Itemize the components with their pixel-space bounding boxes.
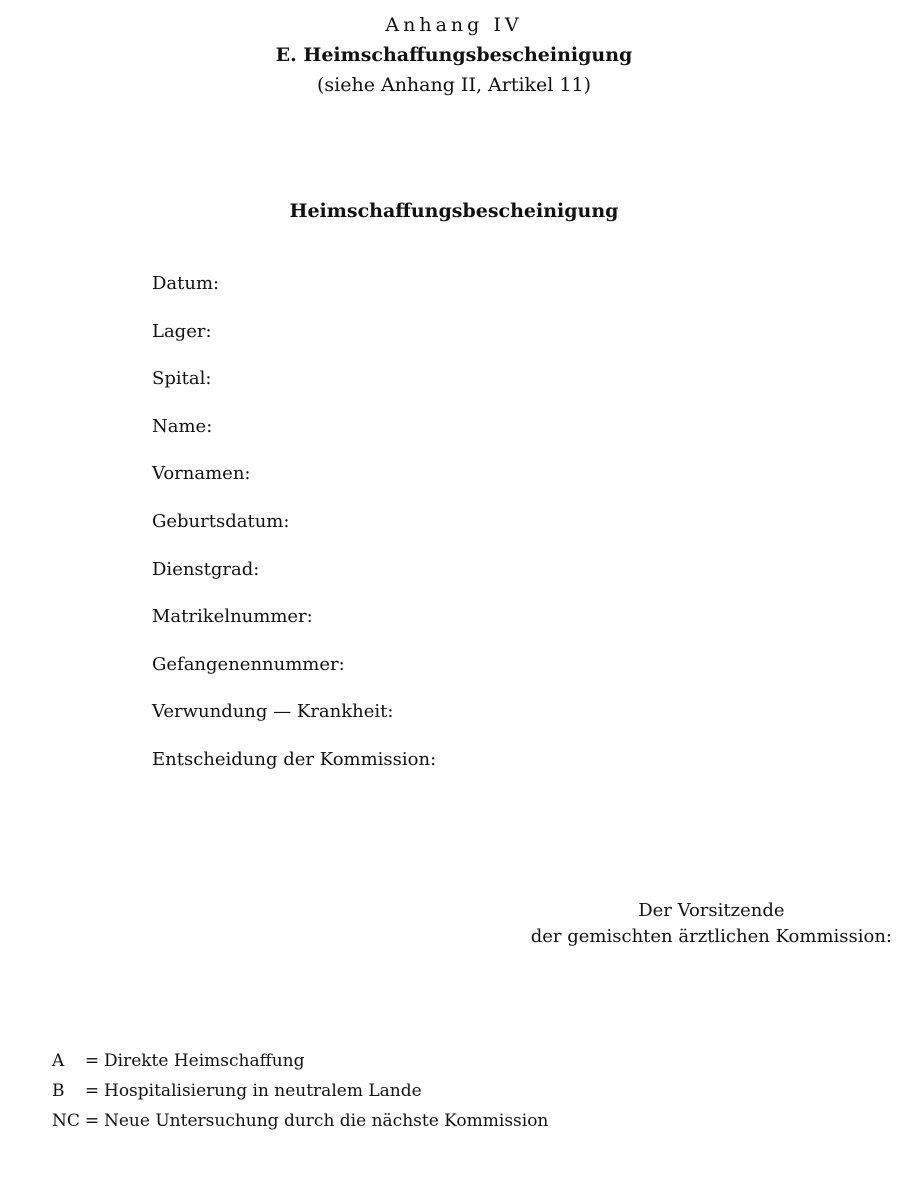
signature-block (531, 898, 892, 950)
legend-equals: = (84, 1081, 100, 1101)
legend-text: Direkte Heimschaffung (104, 1051, 305, 1071)
legend-item (52, 1078, 548, 1108)
field-label-prisoner-number: Gefangenennummer: (152, 653, 345, 675)
decision-legend (52, 1048, 548, 1138)
field-label-first-names: Vornamen: (152, 463, 251, 485)
field-label-camp: Lager: (152, 320, 212, 342)
field-label-date-of-birth: Geburtsdatum: (152, 510, 290, 532)
legend-text: Hospitalisierung in neutralem Lande (104, 1081, 422, 1101)
section-heading: E. Heimschaffungsbescheinigung (275, 44, 633, 66)
field-label-wound-illness: Verwundung — Krankheit: (152, 701, 394, 723)
signature-subtitle: der gemischten ärztlichen Kommission: (530, 926, 892, 947)
legend-code: B (52, 1081, 65, 1101)
legend-item (52, 1048, 548, 1078)
signature-title: Der Vorsitzende (638, 900, 785, 921)
legend-equals: = (84, 1051, 100, 1071)
field-label-name: Name: (152, 415, 213, 437)
form-fields (152, 272, 436, 796)
field-label-hospital: Spital: (152, 368, 212, 390)
field-label-date: Datum: (152, 273, 220, 294)
legend-code: A (52, 1051, 65, 1071)
form-title: Heimschaffungsbescheinigung (289, 200, 619, 222)
legend-item (52, 1108, 548, 1138)
reference-note: (siehe Anhang II, Artikel 11) (316, 74, 592, 96)
field-label-rank: Dienstgrad: (152, 558, 260, 580)
field-label-service-number: Matrikelnummer: (152, 606, 313, 628)
annex-heading: Anhang IV (385, 14, 523, 36)
legend-code: NC (52, 1111, 80, 1131)
field-label-commission-decision: Entscheidung der Kommission: (152, 748, 437, 770)
legend-text: Neue Untersuchung durch die nächste Kommission (104, 1111, 549, 1131)
legend-equals: = (84, 1111, 100, 1131)
